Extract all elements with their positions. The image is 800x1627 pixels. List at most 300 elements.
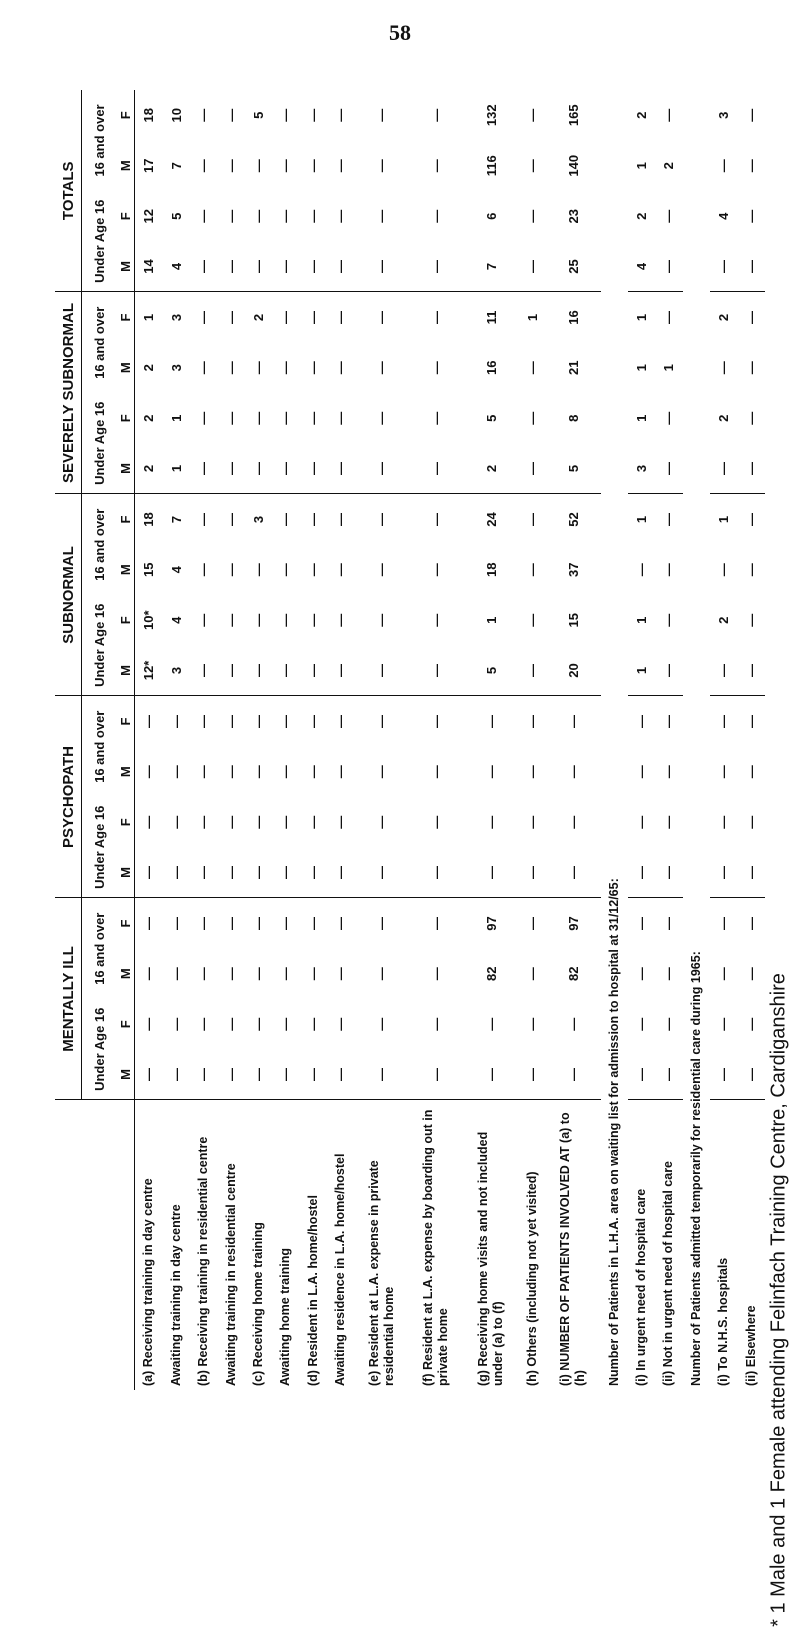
table-cell: 1 bbox=[634, 313, 650, 322]
table-cell: 97 bbox=[565, 916, 581, 931]
table-cell: 116 bbox=[483, 155, 499, 177]
sex-header-male: M bbox=[116, 242, 135, 293]
table-cell: — bbox=[333, 563, 349, 577]
table-cell: — bbox=[428, 613, 444, 627]
table-cell: — bbox=[251, 815, 267, 829]
table-cell: — bbox=[196, 108, 212, 122]
table-body bbox=[135, 90, 766, 1390]
section-note-waiting: Number of Patients in L.H.A. area on waiting list for admission to hospital at 31/12/65: bbox=[606, 878, 621, 1386]
page-number: 58 bbox=[389, 20, 411, 45]
table-row bbox=[546, 90, 601, 1390]
table-cell: — bbox=[327, 646, 354, 697]
sex-header-female: F bbox=[117, 515, 133, 524]
table-cell: 16 bbox=[483, 360, 499, 375]
sex-header-female: F bbox=[117, 919, 133, 928]
table-cell: — bbox=[743, 613, 759, 627]
table-cell: 20 bbox=[546, 646, 601, 697]
table-cell: — bbox=[190, 848, 217, 899]
table-cell: — bbox=[251, 765, 267, 779]
table-cell: — bbox=[716, 715, 732, 728]
table-cell: — bbox=[196, 411, 212, 425]
sex-header-female: F bbox=[117, 111, 133, 120]
table-cell: — bbox=[196, 159, 212, 173]
group-mentally-ill: MENTALLY ILL bbox=[55, 898, 82, 1100]
table-cell: 10 bbox=[168, 108, 184, 123]
group-subnormal: SUBNORMAL bbox=[55, 494, 82, 696]
table-cell: — bbox=[223, 815, 239, 829]
table-cell: 15 bbox=[141, 562, 157, 577]
table-cell: — bbox=[251, 1017, 267, 1031]
table-cell: — bbox=[327, 242, 354, 293]
table-cell: — bbox=[716, 765, 732, 779]
table-cell: — bbox=[565, 765, 581, 779]
table-cell: 2 bbox=[716, 414, 732, 422]
table-cell: — bbox=[546, 848, 601, 899]
table-cell: — bbox=[251, 411, 267, 425]
table-cell: — bbox=[374, 311, 390, 324]
table-cell: — bbox=[743, 209, 759, 223]
table-cell: — bbox=[305, 361, 321, 375]
table-cell: — bbox=[218, 444, 245, 495]
table-cell: — bbox=[716, 563, 732, 577]
table-cell: — bbox=[333, 159, 349, 173]
subgroup-16-over: 16 and over bbox=[91, 710, 107, 783]
sex-header-male: M bbox=[117, 160, 133, 172]
subgroup-under-16: Under Age 16 bbox=[82, 999, 117, 1100]
table-cell: — bbox=[524, 715, 540, 728]
table-cell: 18 bbox=[141, 108, 157, 123]
table-cell: — bbox=[710, 1050, 737, 1101]
table-cell: 3 bbox=[168, 364, 184, 372]
table-cell: — bbox=[634, 815, 650, 829]
table-cell: — bbox=[245, 444, 272, 495]
table-cell: — bbox=[428, 513, 444, 526]
table-cell: — bbox=[245, 848, 272, 899]
table-cell: — bbox=[272, 848, 299, 899]
row-label: (i) In urgent need of hospital care bbox=[634, 1188, 649, 1386]
table-cell: 2 bbox=[661, 162, 677, 170]
sex-header-female: F bbox=[117, 717, 133, 726]
table-cell: — bbox=[428, 765, 444, 779]
table-cell: — bbox=[743, 108, 759, 122]
table-cell: — bbox=[519, 848, 546, 899]
table-cell: — bbox=[278, 613, 294, 627]
table-cell: — bbox=[409, 848, 464, 899]
table-cell: — bbox=[141, 1017, 157, 1031]
table-cell: — bbox=[661, 765, 677, 779]
table-cell: — bbox=[333, 361, 349, 375]
table-cell: — bbox=[661, 815, 677, 829]
table-cell: — bbox=[519, 646, 546, 697]
table-cell: — bbox=[163, 848, 190, 899]
table-cell: — bbox=[223, 513, 239, 526]
table-cell: — bbox=[305, 765, 321, 779]
table-cell: — bbox=[428, 967, 444, 981]
table-cell: — bbox=[737, 242, 765, 293]
table-cell: — bbox=[524, 159, 540, 173]
table-cell: — bbox=[333, 715, 349, 728]
table-cell: — bbox=[327, 1050, 354, 1101]
sex-header-male: M bbox=[116, 646, 135, 697]
table-cell: — bbox=[300, 444, 327, 495]
table-cell: — bbox=[196, 311, 212, 324]
table-cell: — bbox=[374, 411, 390, 425]
table-cell: — bbox=[278, 361, 294, 375]
row-label: Awaiting training in day centre bbox=[168, 1204, 183, 1386]
table-cell: — bbox=[737, 444, 765, 495]
table-cell: 12* bbox=[135, 646, 163, 697]
table-cell: — bbox=[278, 765, 294, 779]
table-cell: 2 bbox=[141, 364, 157, 372]
table-cell: — bbox=[483, 715, 499, 728]
table-cell: — bbox=[374, 715, 390, 728]
table-cell: — bbox=[428, 108, 444, 122]
table-cell: 8 bbox=[565, 414, 581, 422]
table-cell: 24 bbox=[483, 512, 499, 527]
table-cell: — bbox=[354, 242, 409, 293]
table-cell: — bbox=[428, 917, 444, 930]
table-cell: — bbox=[710, 848, 737, 899]
table-cell: — bbox=[218, 646, 245, 697]
table-row bbox=[245, 90, 272, 1390]
table-cell: — bbox=[374, 108, 390, 122]
table-cell: — bbox=[428, 209, 444, 223]
table-cell: — bbox=[428, 411, 444, 425]
table-cell: — bbox=[305, 613, 321, 627]
table-row bbox=[327, 90, 354, 1390]
table-cell: — bbox=[305, 311, 321, 324]
sex-header-male: M bbox=[116, 848, 135, 899]
table-cell: — bbox=[251, 209, 267, 223]
table-cell: — bbox=[190, 646, 217, 697]
table-cell: — bbox=[374, 765, 390, 779]
table-cell: — bbox=[354, 848, 409, 899]
table-cell: 2 bbox=[634, 212, 650, 220]
table-cell: — bbox=[374, 159, 390, 173]
table-cell: — bbox=[251, 967, 267, 981]
table-cell: 3 bbox=[628, 444, 655, 495]
table-cell: — bbox=[374, 967, 390, 981]
table-cell: — bbox=[716, 917, 732, 930]
table-cell: — bbox=[327, 848, 354, 899]
table-cell: — bbox=[374, 917, 390, 930]
table-cell: — bbox=[190, 1050, 217, 1101]
table-cell: — bbox=[716, 361, 732, 375]
table-cell: — bbox=[245, 646, 272, 697]
table-cell: 1 bbox=[634, 616, 650, 624]
table-cell: — bbox=[483, 765, 499, 779]
sex-header-female: F bbox=[117, 414, 133, 423]
table-cell: — bbox=[190, 242, 217, 293]
table-cell: 7 bbox=[464, 242, 519, 293]
table-cell: — bbox=[743, 967, 759, 981]
rotated-table-container bbox=[55, 90, 765, 1390]
table-cell: — bbox=[483, 1017, 499, 1031]
table-cell: 23 bbox=[565, 209, 581, 224]
table-cell: — bbox=[716, 967, 732, 981]
table-cell: 3 bbox=[716, 111, 732, 119]
table-cell: 6 bbox=[483, 212, 499, 220]
table-cell: 37 bbox=[565, 562, 581, 577]
table-cell: — bbox=[655, 242, 682, 293]
table-cell: — bbox=[218, 242, 245, 293]
table-cell: — bbox=[354, 646, 409, 697]
sex-header-female: F bbox=[117, 313, 133, 322]
table-cell: — bbox=[333, 613, 349, 627]
table-cell: — bbox=[374, 1017, 390, 1031]
table-cell: — bbox=[305, 513, 321, 526]
table-cell: — bbox=[661, 1017, 677, 1031]
sex-header-female: F bbox=[117, 212, 133, 221]
table-cell: — bbox=[661, 563, 677, 577]
table-cell: — bbox=[428, 159, 444, 173]
table-cell: — bbox=[333, 815, 349, 829]
table-cell: — bbox=[196, 361, 212, 375]
table-cell: — bbox=[743, 765, 759, 779]
table-cell: — bbox=[524, 411, 540, 425]
table-cell: — bbox=[565, 1017, 581, 1031]
table-cell: 10* bbox=[141, 610, 157, 631]
table-cell: — bbox=[546, 1050, 601, 1101]
table-cell: — bbox=[743, 311, 759, 324]
table-cell: — bbox=[196, 967, 212, 981]
table-cell: — bbox=[305, 917, 321, 930]
table-cell: — bbox=[278, 209, 294, 223]
table-cell: — bbox=[333, 765, 349, 779]
table-cell: — bbox=[141, 715, 157, 728]
table-cell: 3 bbox=[163, 646, 190, 697]
table-cell: — bbox=[196, 715, 212, 728]
table-row bbox=[272, 90, 299, 1390]
table-cell: — bbox=[483, 815, 499, 829]
table-cell: — bbox=[141, 917, 157, 930]
table-cell: — bbox=[524, 209, 540, 223]
table-cell: — bbox=[661, 967, 677, 981]
table-cell: — bbox=[524, 815, 540, 829]
table-row bbox=[710, 90, 737, 1390]
table-cell: — bbox=[710, 444, 737, 495]
table-cell: 7 bbox=[168, 162, 184, 170]
row-label: (ii) Not in urgent need of hospital care bbox=[661, 1160, 676, 1386]
table-cell: — bbox=[743, 411, 759, 425]
table-cell: — bbox=[223, 917, 239, 930]
table-cell: — bbox=[305, 108, 321, 122]
table-cell: — bbox=[524, 917, 540, 930]
row-label: (f) Resident at L.A. expense by boarding out in private home bbox=[421, 1109, 451, 1386]
table-cell: — bbox=[374, 513, 390, 526]
sex-header-male: M bbox=[117, 766, 133, 778]
sex-header-female: F bbox=[117, 818, 133, 827]
table-cell: — bbox=[428, 311, 444, 324]
table-cell: — bbox=[278, 563, 294, 577]
table-cell: 1 bbox=[163, 444, 190, 495]
table-cell: — bbox=[374, 361, 390, 375]
table-cell: — bbox=[333, 209, 349, 223]
table-cell: — bbox=[374, 209, 390, 223]
sex-header-male: M bbox=[117, 968, 133, 980]
table-cell: — bbox=[464, 1050, 519, 1101]
table-cell: — bbox=[300, 646, 327, 697]
sex-header-male: M bbox=[117, 564, 133, 576]
table-row bbox=[218, 90, 245, 1390]
corner-cell bbox=[55, 1100, 135, 1390]
table-row bbox=[409, 90, 464, 1390]
table-cell: — bbox=[428, 563, 444, 577]
table-cell: — bbox=[524, 361, 540, 375]
table-cell: — bbox=[223, 563, 239, 577]
table-cell: — bbox=[628, 1050, 655, 1101]
table-cell: — bbox=[251, 917, 267, 930]
table-cell: 1 bbox=[483, 616, 499, 624]
section-note-row bbox=[683, 90, 710, 1390]
table-cell: 2 bbox=[141, 414, 157, 422]
table-cell: — bbox=[223, 159, 239, 173]
table-cell: — bbox=[333, 967, 349, 981]
table-cell: — bbox=[524, 765, 540, 779]
subgroup-under-16: Under Age 16 bbox=[82, 797, 117, 898]
table-cell: — bbox=[305, 411, 321, 425]
table-cell: — bbox=[524, 108, 540, 122]
table-cell: — bbox=[661, 715, 677, 728]
table-cell: — bbox=[716, 159, 732, 173]
table-cell: — bbox=[428, 715, 444, 728]
table-cell: — bbox=[135, 848, 163, 899]
table-cell: — bbox=[737, 646, 765, 697]
table-cell: 140 bbox=[565, 154, 581, 177]
table-cell: — bbox=[272, 1050, 299, 1101]
row-label: (g) Receiving home visits and not included under (a) to (f) bbox=[476, 1131, 506, 1386]
table-cell: — bbox=[223, 765, 239, 779]
table-cell: — bbox=[305, 563, 321, 577]
table-cell: — bbox=[278, 917, 294, 930]
table-cell: — bbox=[743, 715, 759, 728]
table-cell: 165 bbox=[565, 104, 581, 127]
row-label: (i) NUMBER OF PATIENTS INVOLVED AT (a) to (h) bbox=[558, 1112, 588, 1386]
table-cell: — bbox=[374, 563, 390, 577]
row-label: (d) Resident in L.A. home/hostel bbox=[305, 1195, 320, 1386]
table-cell: — bbox=[168, 967, 184, 981]
table-cell: — bbox=[374, 613, 390, 627]
table-cell: — bbox=[565, 715, 581, 728]
table-cell: 4 bbox=[168, 566, 184, 574]
table-cell: 4 bbox=[628, 242, 655, 293]
table-cell: — bbox=[716, 1017, 732, 1031]
table-row bbox=[135, 90, 163, 1390]
table-cell: — bbox=[710, 242, 737, 293]
table-cell: — bbox=[409, 242, 464, 293]
table-cell: — bbox=[524, 967, 540, 981]
subgroup-16-over: 16 and over bbox=[91, 508, 107, 581]
table-cell: — bbox=[628, 848, 655, 899]
table-cell: — bbox=[634, 917, 650, 930]
table-cell: — bbox=[251, 715, 267, 728]
table-cell: 5 bbox=[168, 212, 184, 220]
table-cell: — bbox=[223, 1017, 239, 1031]
table-cell: — bbox=[428, 1017, 444, 1031]
table-cell: — bbox=[168, 815, 184, 829]
table-cell: — bbox=[743, 917, 759, 930]
table-cell: — bbox=[196, 1017, 212, 1031]
table-cell: — bbox=[333, 513, 349, 526]
table-cell: — bbox=[196, 765, 212, 779]
sex-header-female: F bbox=[117, 1020, 133, 1029]
table-cell: — bbox=[278, 311, 294, 324]
table-cell: — bbox=[168, 715, 184, 728]
table-cell: — bbox=[196, 563, 212, 577]
table-cell: — bbox=[661, 513, 677, 526]
group-header-row bbox=[55, 90, 82, 1390]
table-cell: — bbox=[333, 311, 349, 324]
table-cell: 1 bbox=[716, 515, 732, 524]
table-cell: — bbox=[743, 159, 759, 173]
subgroup-under-16: Under Age 16 bbox=[82, 595, 117, 696]
table-cell: — bbox=[655, 444, 682, 495]
section-note-temporary: Number of Patients admitted temporarily for residential care during 1965: bbox=[688, 951, 703, 1386]
group-psychopath: PSYCHOPATH bbox=[55, 696, 82, 898]
table-cell: 2 bbox=[464, 444, 519, 495]
table-cell: — bbox=[743, 513, 759, 526]
table-cell: 1 bbox=[634, 515, 650, 524]
table-cell: — bbox=[428, 815, 444, 829]
table-cell: — bbox=[524, 1017, 540, 1031]
table-cell: — bbox=[278, 108, 294, 122]
table-cell: — bbox=[409, 646, 464, 697]
row-label: (ii) Elsewhere bbox=[743, 1305, 758, 1386]
subgroup-under-16: Under Age 16 bbox=[82, 393, 117, 494]
table-cell: — bbox=[661, 917, 677, 930]
table-cell: — bbox=[218, 848, 245, 899]
section-note-row bbox=[601, 90, 628, 1390]
table-cell: — bbox=[305, 967, 321, 981]
table-cell: 4 bbox=[716, 212, 732, 220]
table-cell: — bbox=[218, 1050, 245, 1101]
table-cell: 12 bbox=[141, 209, 157, 224]
table-cell: — bbox=[196, 917, 212, 930]
table-row bbox=[354, 90, 409, 1390]
table-row bbox=[519, 90, 546, 1390]
table-cell: 25 bbox=[546, 242, 601, 293]
table-cell: — bbox=[245, 1050, 272, 1101]
table-cell: — bbox=[524, 513, 540, 526]
table-cell: 82 bbox=[565, 966, 581, 981]
table-cell: 18 bbox=[141, 512, 157, 527]
table-cell: 11 bbox=[483, 310, 499, 325]
subgroup-16-over: 16 and over bbox=[91, 306, 107, 379]
table-cell: — bbox=[333, 411, 349, 425]
table-cell: 82 bbox=[483, 966, 499, 981]
table-cell: 1 bbox=[634, 162, 650, 170]
table-cell: 2 bbox=[251, 313, 267, 322]
subgroup-16-over: 16 and over bbox=[91, 912, 107, 985]
table-cell: — bbox=[464, 848, 519, 899]
table-cell: — bbox=[300, 1050, 327, 1101]
table-cell: 18 bbox=[483, 562, 499, 577]
table-cell: — bbox=[305, 815, 321, 829]
table-cell: — bbox=[223, 411, 239, 425]
table-cell: — bbox=[196, 209, 212, 223]
table-cell: 5 bbox=[483, 414, 499, 422]
table-cell: — bbox=[743, 563, 759, 577]
table-cell: — bbox=[223, 311, 239, 324]
table-cell: — bbox=[278, 967, 294, 981]
table-cell: — bbox=[272, 444, 299, 495]
sex-header-male: M bbox=[116, 1050, 135, 1101]
table-cell: — bbox=[655, 646, 682, 697]
table-cell: — bbox=[223, 613, 239, 627]
table-cell: — bbox=[634, 765, 650, 779]
table-cell: — bbox=[305, 209, 321, 223]
table-cell: — bbox=[278, 1017, 294, 1031]
